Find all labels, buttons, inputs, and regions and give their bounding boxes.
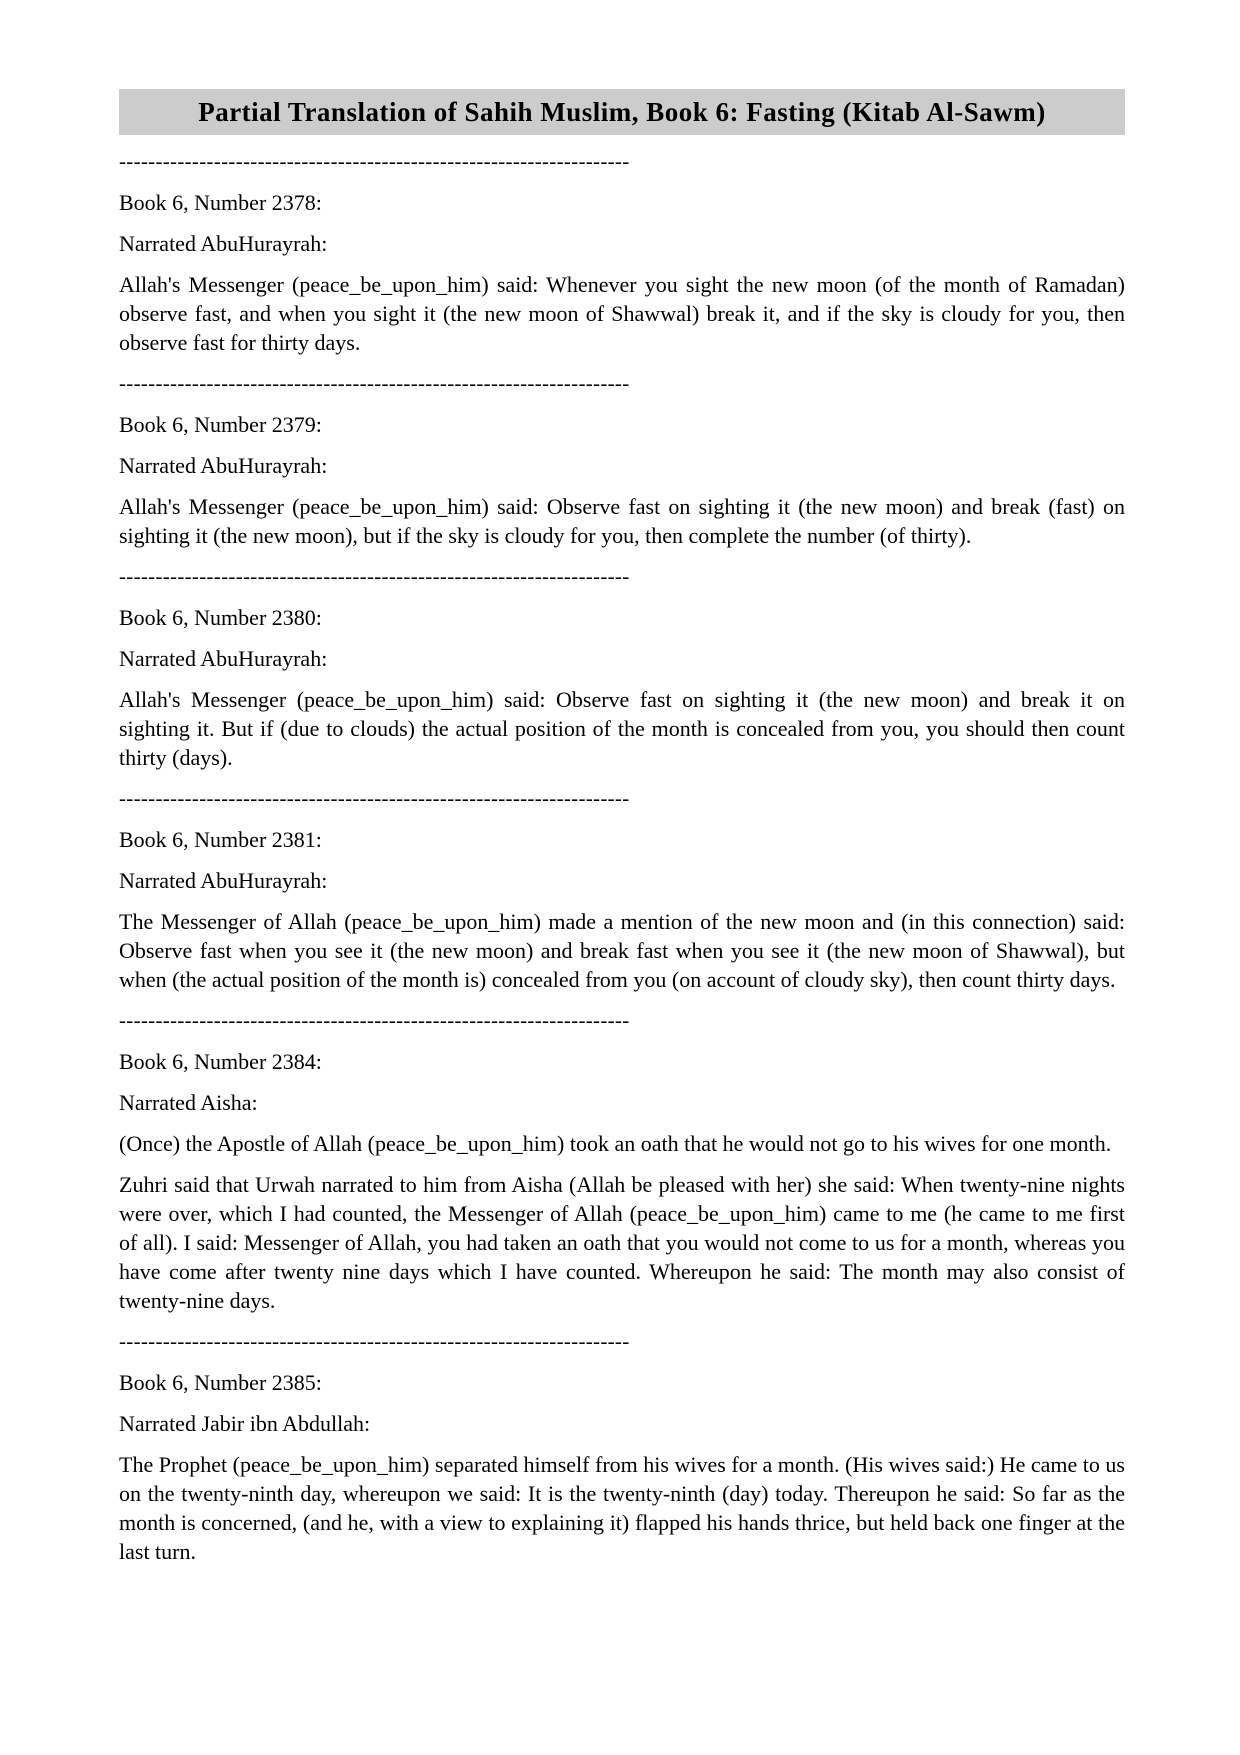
separator-line: ---------------------------------------------------------------------- (119, 1329, 630, 1353)
hadith-entry (119, 1368, 1125, 1566)
hadith-reference: Book 6, Number 2379: (119, 412, 322, 437)
page-title: Partial Translation of Sahih Muslim, Book 6: Fasting (Kitab Al-Sawm) (119, 89, 1125, 135)
hadith-entry (119, 1047, 1125, 1315)
hadith-text: Zuhri said that Urwah narrated to him from Aisha (Allah be pleased with her) she said: When twenty-nine nights were over, which I had counted, the Messenger of Allah (peace_be_upon_him) came to me (he came to me first of all). I said: Messenger of Allah, you had taken an oath that you would not come to us for a month, whereas you have come after twenty nine days which I have counted. Whereupon he said: The month may also consist of twenty-nine days. (119, 1172, 1125, 1313)
hadith-entry (119, 188, 1125, 357)
hadith-reference: Book 6, Number 2381: (119, 827, 322, 852)
hadith-text: Allah's Messenger (peace_be_upon_him) said: Whenever you sight the new moon (of the month of Ramadan) observe fast, and when you sight it (the new moon of Shawwal) break it, and if the sky is cloudy for you, then observe fast for thirty days. (119, 272, 1125, 355)
hadith-reference: Book 6, Number 2378: (119, 190, 322, 215)
hadith-text: Allah's Messenger (peace_be_upon_him) said: Observe fast on sighting it (the new moon) and break it on sighting it. But if (due to clouds) the actual position of the month is concealed from you, you should then count thirty (days). (119, 687, 1125, 770)
hadith-text: (Once) the Apostle of Allah (peace_be_upon_him) took an oath that he would not go to his wives for one month. (119, 1131, 1112, 1156)
hadith-narrator: Narrated AbuHurayrah: (119, 453, 328, 478)
hadith-entry (119, 825, 1125, 994)
separator-line: ---------------------------------------------------------------------- (119, 786, 630, 810)
document-page (119, 89, 1125, 1578)
hadith-narrator: Narrated AbuHurayrah: (119, 231, 328, 256)
hadith-narrator: Narrated Jabir ibn Abdullah: (119, 1411, 371, 1436)
hadith-reference: Book 6, Number 2385: (119, 1370, 322, 1395)
separator-line: ---------------------------------------------------------------------- (119, 564, 630, 588)
hadith-entry (119, 603, 1125, 772)
hadith-narrator: Narrated AbuHurayrah: (119, 868, 328, 893)
hadith-text: The Messenger of Allah (peace_be_upon_him) made a mention of the new moon and (in this connection) said: Observe fast when you see it (the new moon) and break fast when you see it (the new moon of Shawwal), but when (the actual position of the month is) concealed from you (on account of cloudy sky), then count thirty days. (119, 909, 1125, 992)
hadith-narrator: Narrated AbuHurayrah: (119, 646, 328, 671)
hadith-reference: Book 6, Number 2380: (119, 605, 322, 630)
hadith-entry (119, 410, 1125, 550)
hadith-narrator: Narrated Aisha: (119, 1090, 258, 1115)
separator-line: ---------------------------------------------------------------------- (119, 371, 630, 395)
separator-line: ---------------------------------------------------------------------- (119, 149, 630, 173)
hadith-text: Allah's Messenger (peace_be_upon_him) said: Observe fast on sighting it (the new moon) and break (fast) on sighting it (the new moon), but if the sky is cloudy for you, then complete the number (of thirty). (119, 494, 1125, 548)
hadith-reference: Book 6, Number 2384: (119, 1049, 322, 1074)
separator-line: ---------------------------------------------------------------------- (119, 1008, 630, 1032)
hadith-text: The Prophet (peace_be_upon_him) separated himself from his wives for a month. (His wives said:) He came to us on the twenty-ninth day, whereupon we said: It is the twenty-ninth (day) today. Thereupon he said: So far as the month is concerned, (and he, with a view to explaining it) flapped his hands thrice, but held back one finger at the last turn. (119, 1452, 1125, 1564)
